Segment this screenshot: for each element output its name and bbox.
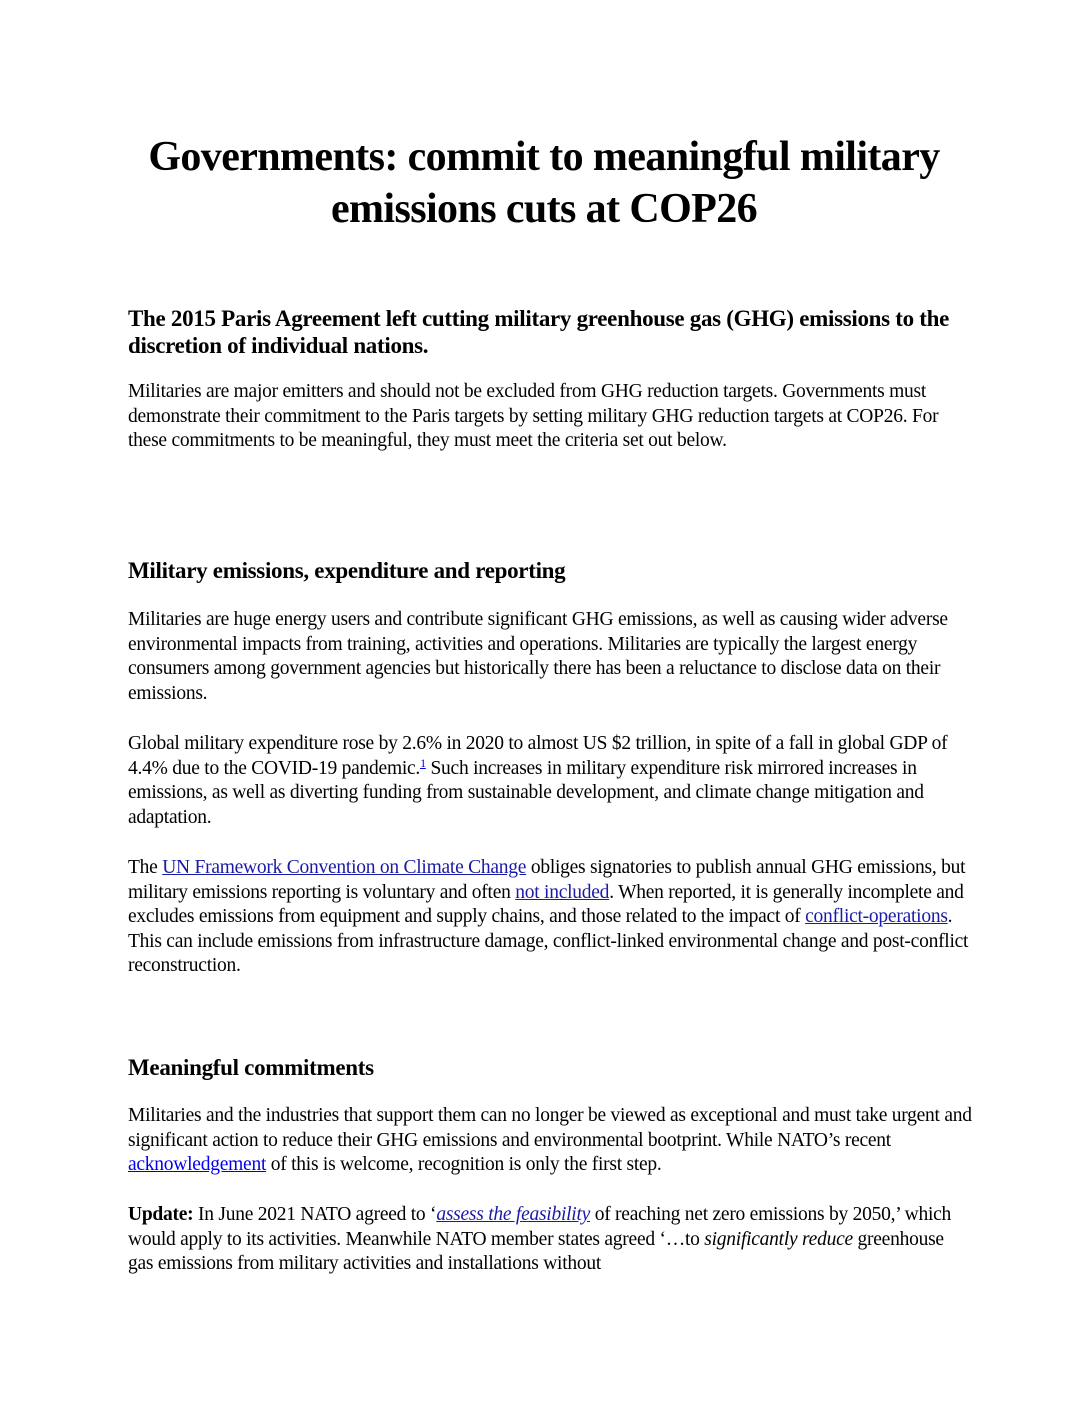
- expenditure-text-1: Global military expenditure rose by 2.6% in 2020 to almost US $2 trillion, in spite of a fall in global GDP of 4.4% due to the COVID-19 pandemic.: [128, 733, 948, 779]
- update-text-1: In June 2021 NATO agreed to ‘: [193, 1204, 437, 1225]
- paragraph-commitments: [128, 1104, 973, 1178]
- not-included-link[interactable]: not included: [515, 881, 610, 903]
- lead-heading: The 2015 Paris Agreement left cutting military greenhouse gas (GHG) emissions to the discretion of individual nations.: [128, 306, 950, 358]
- page-title: Governments: commit to meaningful military emissions cuts at COP26: [148, 134, 940, 232]
- commitments-text-2: of this is welcome, recognition is only the first step.: [266, 1154, 662, 1175]
- paragraph-expenditure: [128, 732, 973, 830]
- acknowledgement-link[interactable]: acknowledgement: [128, 1154, 267, 1175]
- expenditure-text-2: Such increases in military expenditure risk mirrored increases in emissions, as well as diverting funding from sustainable development, and climate change mitigation and adaptation.: [128, 757, 924, 828]
- reporting-text-2: obliges signatories to publish annual GHG emissions, but military emissions reporting is voluntary and often: [128, 857, 966, 903]
- reporting-text-3: . When reported, it is generally incomplete and excludes emissions from equipment and supply chains, and those related to the impact of: [128, 881, 964, 927]
- paragraph-reporting: [128, 856, 973, 979]
- update-text-2: of reaching net zero emissions by 2050,’ which would apply to its activities. Meanwhile NATO member states agreed ‘…to: [128, 1204, 952, 1250]
- section-heading-meaningful-commitments: Meaningful commitments: [128, 1055, 374, 1080]
- unfccc-link[interactable]: UN Framework Convention on Climate Change: [162, 857, 527, 878]
- assess-feasibility-link[interactable]: assess the feasibility: [436, 1204, 591, 1225]
- footnote-link-1[interactable]: 1: [420, 755, 426, 770]
- paragraph-update: [128, 1203, 973, 1277]
- reporting-text-4: . This can include emissions from infrastructure damage, conflict-linked environmental change and post-conflict reconstruction.: [128, 906, 969, 976]
- conflict-operations-link[interactable]: conflict-operations: [805, 906, 948, 927]
- intro-paragraph: Militaries are major emitters and should not be excluded from GHG reduction targets. Governments must demonstrate their commitment to the Paris targets by setting military GHG reduction targets at COP26. For these commitments to be meaningful, they must meet the criteria set out below.: [128, 381, 939, 451]
- section-heading-military-emissions: Military emissions, expenditure and reporting: [128, 558, 566, 583]
- update-label: Update:: [128, 1204, 194, 1225]
- update-emphasis: significantly reduce: [704, 1228, 853, 1250]
- paragraph-energy-users: Militaries are huge energy users and contribute significant GHG emissions, as well as causing wider adverse environmental impacts from training, activities and operations. Militaries are typically the largest energy consumers among government agencies but historically there has been a reluctance to disclose data on their emissions.: [128, 609, 948, 704]
- reporting-text-1: The: [128, 857, 163, 878]
- commitments-text-1: Militaries and the industries that support them can no longer be viewed as exceptional and must take urgent and significant action to reduce their GHG emissions and environmental bootprint. While NATO’s recent: [128, 1105, 972, 1151]
- update-text-3: greenhouse gas emissions from military activities and installations without: [128, 1228, 944, 1274]
